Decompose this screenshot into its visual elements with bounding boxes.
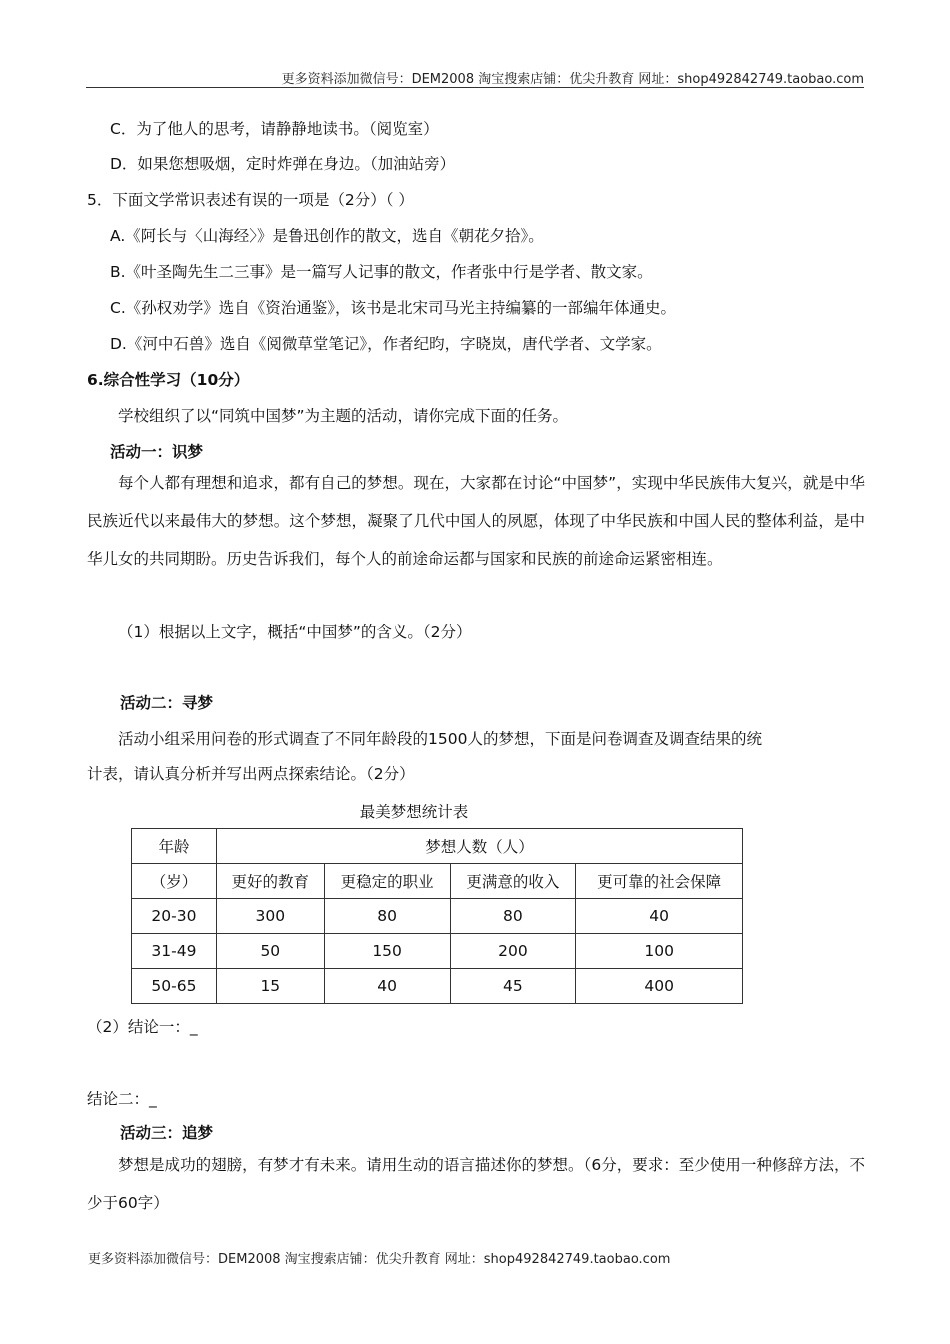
- activity1-title: 活动一：识梦: [110, 443, 204, 461]
- value-cell: 40: [576, 899, 743, 934]
- q5-option-b: B.《叶圣陶先生二三事》是一篇写人记事的散文，作者张中行是学者、散文家。: [110, 263, 653, 281]
- q4-option-d: D．如果您想吸烟，定时炸弹在身边。（加油站旁）: [110, 155, 456, 173]
- age-cell: 31-49: [132, 934, 217, 969]
- column-header: 更满意的收入: [450, 864, 576, 899]
- q6-intro: 学校组织了以“同筑中国梦”为主题的活动，请你完成下面的任务。: [118, 407, 569, 425]
- q6-title: 6.综合性学习（10分）: [87, 371, 250, 389]
- value-cell: 300: [216, 899, 324, 934]
- table-row: [132, 899, 743, 934]
- activity2-intro-line1: 活动小组采用问卷的形式调查了不同年龄段的1500人的梦想，下面是问卷调查及调查结果的统: [118, 730, 762, 748]
- q5-option-c: C.《孙权劝学》选自《资治通鉴》，该书是北宋司马光主持编纂的一部编年体通史。: [110, 299, 677, 317]
- column-header: 更稳定的职业: [324, 864, 450, 899]
- age-cell: 20-30: [132, 899, 217, 934]
- q5-stem: 5．下面文学常识表述有误的一项是（2分）（ ）: [87, 191, 414, 209]
- value-cell: 80: [324, 899, 450, 934]
- conclusion-two: 结论二：_: [87, 1090, 157, 1108]
- age-header-bottom: （岁）: [132, 864, 217, 899]
- value-cell: 45: [450, 969, 576, 1004]
- activity3-title: 活动三：追梦: [120, 1124, 214, 1142]
- conclusion-one: （2）结论一：_: [87, 1018, 198, 1036]
- column-header: 更可靠的社会保障: [576, 864, 743, 899]
- activity2-title: 活动二：寻梦: [120, 694, 214, 712]
- activity2-intro-line2: 计表，请认真分析并写出两点探索结论。（2分）: [87, 765, 415, 783]
- q4-option-c: C．为了他人的思考，请静静地读书。（阅览室）: [110, 120, 439, 138]
- value-cell: 100: [576, 934, 743, 969]
- q5-option-a: A.《阿长与〈山海经〉》是鲁迅创作的散文，选自《朝花夕拾》。: [110, 227, 544, 245]
- value-cell: 200: [450, 934, 576, 969]
- age-header-top: 年龄: [132, 829, 217, 864]
- dream-statistics-table: [131, 828, 743, 1004]
- table-row: [132, 969, 743, 1004]
- group-header: 梦想人数（人）: [216, 829, 742, 864]
- value-cell: 15: [216, 969, 324, 1004]
- value-cell: 40: [324, 969, 450, 1004]
- page-header: 更多资料添加微信号：DEM2008 淘宝搜索店铺：优尖升教育 网址：shop492842749.taobao.com: [281, 72, 864, 87]
- value-cell: 150: [324, 934, 450, 969]
- activity1-passage: 每个人都有理想和追求，都有自己的梦想。现在，大家都在讨论“中国梦”，实现中华民族伟大复兴，就是中华民族近代以来最伟大的梦想。这个梦想，凝聚了几代中国人的夙愿，体现了中华民族和中国人民的整体利益，是中华儿女的共同期盼。历史告诉我们，每个人的前途命运都与国家和民族的前途命运紧密相连。: [87, 474, 865, 568]
- table-row: [132, 934, 743, 969]
- value-cell: 50: [216, 934, 324, 969]
- q5-option-d: D.《河中石兽》选自《阅微草堂笔记》，作者纪昀，字晓岚，唐代学者、文学家。: [110, 335, 662, 353]
- age-cell: 50-65: [132, 969, 217, 1004]
- value-cell: 80: [450, 899, 576, 934]
- activity1-question: （1）根据以上文字，概括“中国梦”的含义。（2分）: [118, 623, 472, 641]
- value-cell: 400: [576, 969, 743, 1004]
- header-divider: [86, 87, 864, 88]
- activity3-passage: 梦想是成功的翅膀，有梦才有未来。请用生动的语言描述你的梦想。（6分，要求：至少使用一种修辞方法，不少于60字）: [87, 1156, 865, 1212]
- page-footer: 更多资料添加微信号：DEM2008 淘宝搜索店铺：优尖升教育 网址：shop492842749.taobao.com: [88, 1252, 671, 1267]
- table-caption: 最美梦想统计表: [359, 803, 469, 821]
- column-header: 更好的教育: [216, 864, 324, 899]
